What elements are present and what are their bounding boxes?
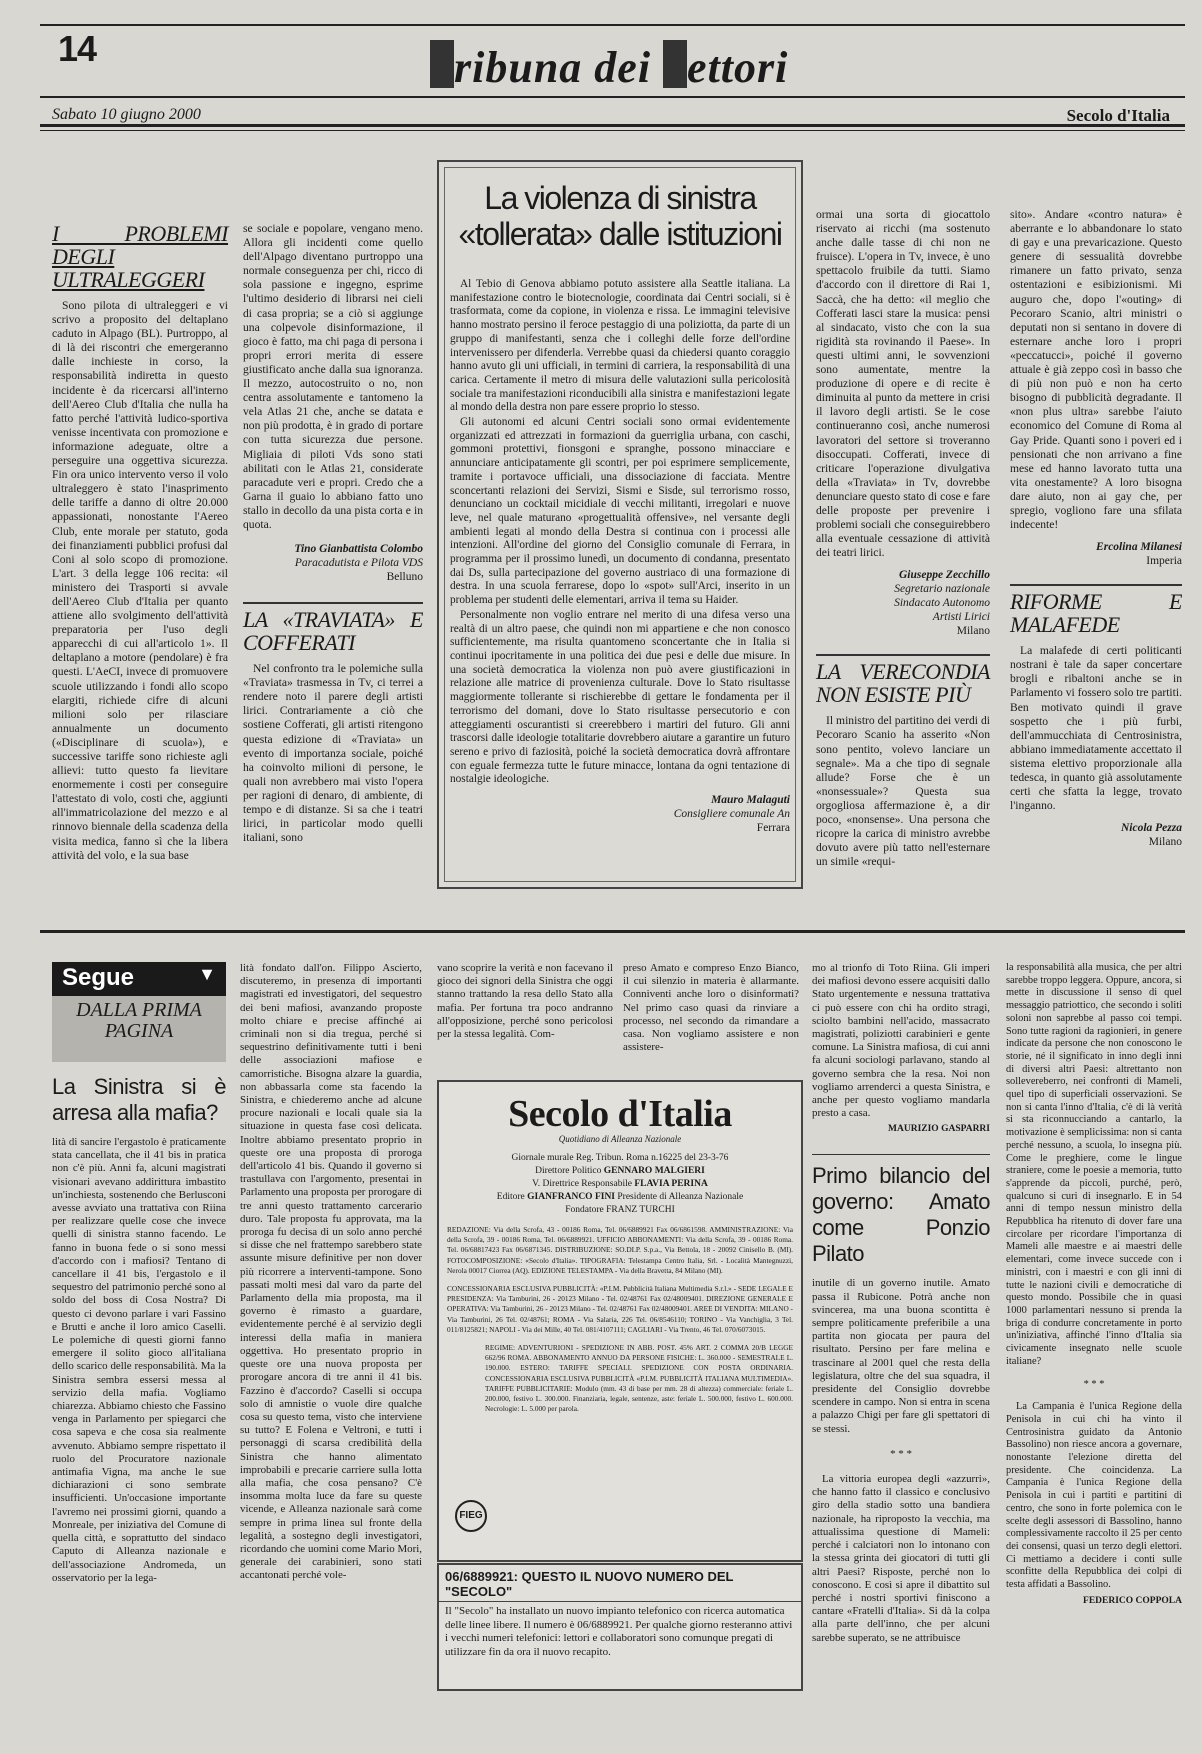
editor-name: GIANFRANCO FINI <box>527 1192 615 1202</box>
signature-city: Milano <box>956 625 990 638</box>
letter-body-ultraleggeri: Sono pilota di ultraleggeri e vi scrivo a proposito del deltaplano caduto in Alpago (BL). Purtroppo, al di là dei riscontri che emergeranno dalle inchieste in corso, la responsabilità indiretta in questo incidente è da ricercarsi all'interno dell'Aereo Club d'Italia che nulla ha fatto perché l'attività ludico-sportiva venisse incentivata con promozione e informazione adeguate, oltre a perseguire una oggettiva sicurezza. Fin ora unico intervento verso il volo ultraleggero è stato l'inasprimento delle tariffe a danno di oltre 20.000 appassionati, nonostante l'Aereo Club, ente morale per statuto, goda dei finanziamenti pubblici profusi dal Coni al solo scopo di promozione. L'art. 3 della legge 106 recita: «il ministero dei Trasporti si avvale dell'Aereo Club d'Italia per quanto attiene allo svolgimento dell'attività preparatoria per l'uso degli apparecchi di cui all'articolo 1». Il deltaplano a motore (pendolare) è fra questi. L'AeCI, invece di promuovere scuole utilizzando i fondi allo scopo elargiti, richiede cifre di alcuni milioni solo per rilasciare annualmente un documento («Disciplinare di scuola»), e successive tariffe sono richieste agli allievi: tutto questo fa lievitare enormemente i costi per conseguire l'attestato di volo, costi che, aggiunti all'immatricolazione del mezzo e al rinnovo biennale della scadenza della visita medica, fanno sì che la libera attività del volo, e la sua base <box>52 299 228 862</box>
bottom-column-5 <box>812 962 990 1647</box>
signature-name: Mauro Malaguti <box>711 794 790 807</box>
signature-city: Ferrara <box>756 822 790 835</box>
masthead-initial-block-l <box>663 40 687 88</box>
letter-body-traviata: Nel confronto tra le polemiche sulla «Traviata» trasmessa in Tv, ci terrei a rendere noto il parere degli artisti lirici. Contrariamente a ciò che sostiene Cofferati, gli artisti ritengono questa edizione di «Traviata» un evento di importanza sociale, poiché ha coinvolto milioni di persone, le quali non avrebbero mai visto l'opera per ragioni di denaro, di ambiente, di tempo e di distanze. Si sa che i teatri lirici, in particolar modo quelli italiani, sono <box>243 662 423 845</box>
feature-paragraph: Al Tebio di Genova abbiamo potuto assistere alla Seattle italiana. La manifestazione contro le biotecnologie, coordinata dai Centri sociali, si è trasformata, come da copione, in violenza e rissa. Le immagini televisive hanno mostrato persino il feroce pestaggio di una poliziotta, da parte di un gruppo di manifestanti, senza che i colleghi delle forze dell'ordine intervenissero per difenderla. Verrebbe quasi da chiedersi quanto coraggio hanno avuto gli uni ufficiali, in termini di carriera, la responsabilità di una carica. Certamente il metro di misura delle valutazioni sulla pericolosità sociale tra manifestazioni riconducibili alla sinistra e manifestazioni legate al mondo della destra non pare essere proprio lo stesso. <box>450 278 790 414</box>
signature-name: Nicola Pezza <box>1120 822 1182 835</box>
fine-print: REDAZIONE: Via della Scrofa, 43 - 00186 Roma, Tel. 06/6889921 Fax 06/6861598. AMMINISTRAZIONE: Via della Scrofa, 39 - 00186 Roma, Tel. 06/6889921. UFFICIO ABBONAMENTI: Via della Scrofa, 39 - 00186 Roma. Tel. 06/68817423 Fax 06/6871345. DISTRIBUZIONE: SO.DI.P. S.p.a., Via Bettola, 18 - 20092 Cinisello B. (MI). FOTOCOMPOSIZIONE: «Secolo d'Italia». TIPOGRAFIA: Telestampa Centro Italia, Srl. - Località Mantegnuzzi, Nerola 00017 Ciorrea (AQ). EDIZIONE TELESTAMPA - Via della Bravetta, 84 Milano (MI). <box>447 1225 793 1275</box>
article-body: inutile di un governo inutile. Amato passa il Rubicone. Potrà anche non svincerea, ma una buona scontitta è sempre politicamente preferibile a una partita non giocata per paura del risultato. Persino per fare melina e trascinare al 2001 quel che resta della legislatura, oltre che del sua squadra, il presidente del Consiglio dovrebbe scendere in campo. Non si entra in scena a palazzo Chigi per fare gli spettatori di se stessi. <box>812 1277 990 1435</box>
fine-print: REGIME: ADVENTURIONI - SPEDIZIONE IN ABB. POST. 45% ART. 2 COMMA 20/B LEGGE 662/96 ROMA. ABBONAMENTO ANNUO DA PERSONE FISICHE: L. 360.000 - SEMESTRALE L. 190.000. ESTERO: TARIFFE SPECIALI. SPEDIZIONE CON POSTA ORDINARIA. CONCESSIONARIA ESCLUSIVA PUBBLICITÀ «P.I.M. PUBBLICITÀ ITALIANA MULTIMEDIA». TARIFFE PUBBLICITARIE: Modulo (mm. 43 di base per mm. 28 di altezza) commerciale: feriale L. 200.000, festivo L. 300.000. Finanziaria, legale, sentenze, aste: feriale L. 500.000, festivo L. 600.000. Necrologie: L. 5.000 per parola. <box>485 1343 793 1414</box>
segue-box <box>52 962 226 1062</box>
section-masthead <box>430 40 788 93</box>
article-heading-primo-bilancio: Primo bilancio del governo: Amato come Ponzio Pilato <box>812 1154 990 1267</box>
issue-date: Sabato 10 giugno 2000 <box>52 106 201 123</box>
bottom-column-3 <box>437 962 613 1043</box>
letter-body-ultraleggeri-cont: se sociale e popolare, vengano meno. Allora gli incidenti come quello dell'Alpago diventano purtroppo una normale conseguenza per chi, ricco di sola passione e ingegno, esprime l'ultimo desiderio di librarsi nei cieli di casa propria; se a ciò si aggiunge una colpevole disinformazione, il gioco è fatto, ma chi paga di persona i propri errori merita di essere giustificato anche dalla sua ignoranza. Il mezzo, autocostruito o no, non centra assolutamente e tantomeno la vela Atlas 21 che, anche se datata e non più prodotta, è in grado di portare con tutta sicurezza due persone. Migliaia di piloti Vds sono stati abilitati con le Atlas 21, considerate paracadute veri e propri. Credo che a Garna il guaio lo abbiano fatto uno stallo in decollo da una pista corta e in quota. <box>243 222 423 531</box>
masthead-rule <box>40 96 1185 98</box>
signature-pezza <box>1010 821 1182 849</box>
article-body: La vittoria europea degli «azzurri», che hanno fatto il classico e conclusivo giro della stadio sotto una bandiera nazionale, ha riproposto la vecchia, ma attualissima questione di Mameli: perché i calciatori non lo intonano con la stessa grinta dei giocatori di tutti gli altri Paesi? Risposte, perché non lo conoscono. E così si apre il dibattito sul perché i nostri sportivi finiscono a cantare «Fratelli d'Italia». Si dà la colpa alla parte dell'inno, che per alcuni sarebbe superato, se ne attribuisce <box>812 1473 990 1644</box>
letter-heading-verecondia: LA VERECONDIA NON ESISTE PIÙ <box>816 654 990 706</box>
top-rule <box>40 24 1185 26</box>
editor-label: Editore <box>496 1192 525 1202</box>
article-body: La Campania è l'unica Regione della Penisola in cui chi ha vinto il Centrosinistra guidato da Antonio Bassolino) non riesce ancora a governare, nonostante l'elezione diretta del presidente. Che coincidenza. La Campania è l'unica Regione della Penisola in cui i partiti e partitini di centro, che sono in forte polemica con le scelte degli assessori di Bassolino, hanno complessivamente raccolto il 25 per cento dei consensi, quasi un terzo degli elettori. Ci mettiamo a decidere i conti sulle sconfitte della Repubblica dei colpi di testa affidati a Bassolino. <box>1006 1401 1182 1591</box>
segue-subtitle: DALLA PRIMA PAGINA <box>76 999 202 1042</box>
article-body: lità fondato dall'on. Filippo Ascierto, discuteremo, in presenza di importanti magistrati ed investigatori, del sequestro dei beni mafiosi, avanzando proposte molto chiare e precise affinché ai criminali non si dia tregua, perché si sequestrino definitivamente tutti i beni delle associazioni mafiose e camorristiche. Bisogna alzare la guardia, non abbassarla come sta facendo la Sinistra, e chiederemo anche ad alcune procure nazionali e locali quale sia la situazione in questa fase così delicata. Inoltre abbiamo presentato proprio in queste ore una proposta di proroga dell'articolo 41 bis. Quando il governo si trastullava con l'argomento, presentai in Parlamento una proposta per prorogare di tre anni questo trattamento carcerario duro. Tale proposta fu approvata, ma la proroga fu decisa di un solo anno perché si disse che nel frattempo sarebbero state assunte misure definitive per non dover più ricorrere a interventi-tampone. Sono passati molti mesi dal varo da parte del Parlamento della mia proposta, ma il governo è rimasto a guardare, evidentemente perché è al servizio degli interessi della mafia in maniera oggettiva. Ho presentato proprio in queste ore una nuova proposta per prorogare ancora di tre anni il 41 bis. Fazzino è d'accordo? Caselli si occupa solo di amnistie o vuole dire qualche cosa su questo tema, visto che interviene su tutto? E Folena e Veltroni, e tutti i personaggi di scarsa credibilità della Sinistra che hanno alimentato improbabili e precarie carriere sulla lotta alla mafia, che cosa pensano? C'è insomma molta luce da fare su queste vicende, e Alleanza nazionale sarà come sempre in prima linea sul fronte della legalità, a sostegno degli investigatori, ricordando che uomini come Mario Mori, generale dei carabinieri, sono stati accantonati perché vole- <box>240 962 422 1582</box>
article-body: lità di sancire l'ergastolo è praticamente stata cancellata, che il 41 bis in pratica non c'è più. Anni fa, alcuni magistrati visionari avevano addirittura imbastito un'inchiesta, sostenendo che Berlusconi avesse avviato una trattativa con Riina per realizzare quelle cose che invece quelli di sinistra stanno facendo. Le fanno in buona fede o si sono messi d'accordo con i mafiosi? Tentano di cancellare il 41 bis, l'ergastolo e il sequestro del patrimonio perché sono al soldo del boss di Cosa Nostra? Di questo ci devono parlare i vari Fassino e Brutti e anche il loro amico Caselli. Le polemiche di questi giorni fanno emergere il solito gioco all'italiana dello scarico delle responsabilità. Ma la Sinistra sembra essersi messa al servizio della mafia. Vogliamo chiarezza. Abbiamo chiesto che Fassino venga in Parlamento per spiegarci che cosa sapeva e che cosa sia realmente avvenuto. Abbiamo sempre rispettato il ruolo del Procuratore nazionale antimafia Vigna, ma anche le sue dichiarazioni ci sono sembrate insufficienti. Un'occasione importante l'avremo nei prossimi giorni, quando a Monreale, per iniziativa del Comune di quella città, e soprattutto del sindaco Caputo di Alleanza nazionale e dell'associazione Andromeda, un osservatorio per la lega- <box>52 1136 226 1584</box>
editor-role: Presidente di Alleanza Nazionale <box>617 1192 744 1202</box>
signature-role: Sindacato Autonomo <box>894 597 990 610</box>
masthead-initial-block-t <box>430 40 454 88</box>
bottom-column-1 <box>52 1074 226 1587</box>
article-body: preso Amato e compreso Enzo Bianco, il cui silenzio in materia è allarmante. Conniventi anche loro o disinformati? Nel primo caso quasi da rinviare a processo, nel secondo da rimandare a casa. Non vogliamo assistere e non assistere- <box>623 962 799 1054</box>
signature-coppola: FEDERICO COPPOLA <box>1083 1595 1182 1606</box>
letter-column-4 <box>816 208 990 871</box>
bottom-column-2 <box>240 962 422 1585</box>
section-stars: * * * <box>1083 1378 1105 1390</box>
bottom-column-6 <box>1006 962 1182 1608</box>
date-rule-2 <box>40 130 1185 131</box>
letter-body-riforme: La malafede di certi politicanti nostrani è tale da saper concertare brogli e ribaltoni anche se in Parlamento vi fossero solo tre partiti. Ben motivato quindi il grave sospetto che i più furbi, dell'ammucchiata di Centrosinistra, abbiano immediatamente accettato il sistema elettivo proporzionale alla tedesca, in quanto già assolutamente certi che sfatta la legge, trovato l'inganno. <box>1010 644 1182 813</box>
letter-heading-ultraleggeri: I PROBLEMI DEGLI ULTRALEGGERI <box>52 221 228 292</box>
fine-print: CONCESSIONARIA ESCLUSIVA PUBBLICITÀ: «P.I.M. Pubblicità Italiana Multimedia S.r.l.» - SEDE LEGALE E PRESIDENZA: Via Tamburini, 26 - 20123 Milano - Tel. 02/48761 Fax 02/48009401. DIREZIONE GENERALE E OPERATIVA: Via Tamburini, 26 - 20123 Milano - Tel. 02/48761 Fax 02/48009401. AREE DI VENDITA: MILANO - Via Tamburini, 26 Tel. 02/48761; ROMA - Via Salaria, 226 Tel. 06/8546110; TORINO - Via Vanchiglia, 3 Tel. 011/8125821; NAPOLI - Via dei Mille, 40 Tel. 081/4107111; CAGLIARI - Via Trento, 46 Tel. 070/6073015. <box>447 1284 793 1334</box>
article-body: la responsabilità alla musica, che per altri sarebbe troppo leggera. Oppure, ancora, si mette in discussione il senso di quel messaggio patriottico, che secondo i soliti soloni non saprebbe al passo coi tempi. Sono tutte ragioni da ragionieri, in genere indicate da persone che non conoscono le storie, né il significato in inno degli inni di diversi altri Paesi: altrettanto non sollevereberro, nei confronti di Mameli, quel tipo di superficiali osservazioni. Se non si canta l'inno d'Italia, c'è di là verità si sta riconnucciando a cantarlo, la motivazione è semplicissima: non si canta perché nessuno, a scuola, lo insegna più. Come le preghiere, come le lingue straniere, come le poesie a memoria, tutto s'apprende da piccoli, purché, però, qualcuno si curi di insegnarlo. E in 54 anni di tempo nessun ministro della Repubblica ha ritenuto di dover fare una circolare per ricordare l'importanza di Mameli alle maestre e ai maestri delle elementari, come invece succede con i ministri, con i maestri e con gli inni di tutte le nazioni civili e democratiche di questo mondo. Possibile che in quasi 1000 parlamentari nessuno si prenda la briga di condurre concretamente in porto un'iniziativa, affinché l'inno d'Italia sia civicamente insegnato nelle scuole italiane? <box>1006 962 1182 1367</box>
signature-role: Segretario nazionale <box>894 583 990 596</box>
feature-body <box>450 278 790 835</box>
signature-zecchillo <box>816 568 990 638</box>
director-line <box>439 1165 801 1178</box>
feature-paragraph: Gli autonomi ed alcuni Centri sociali sono ormai evidentemente organizzati ed attrezzati in formazioni da guerriglia urbana, con caschi, gommoni protettivi, fionsgoni e spranghe, possono minacciare e annunciare anticipatamente gli scontri, per poi esprimere semplicemente, tramite i portavoce ufficiali, una dissociazione di facciata. Mentre sconcertanti relazioni dei Servizi, Sismi e Sisde, sul terrorismo rosso, denunciano un cocktail micidiale di vecchi militanti, irregolari e nuove leve, nel quale maturano «progettualità offensive», nel versante degli ambienti legati al mondo della Destra si continua con i processi alle intenzioni. All'ordine del giorno del Consiglio comunale di Ferrara, in programma per il prossimo lunedì, un documento di condanna, presentato dai Ds, sulla partecipazione del governo austriaco di una formazione di destra. In una scuola ferrarese, dopo lo «spot» sull'Arci, inserito in un problema per studenti delle elementari, arriva il tema su Haider. <box>450 416 790 607</box>
masthead-ad-box <box>437 1080 803 1562</box>
phone-notice-body: Il "Secolo" ha installato un nuovo impianto telefonico con ricerca automatica delle linee libere. Il numero è 06/6889921. Per qualche giorno resteranno attivi i vecchi numeri telefonici: lettori e collaboratori sono comunque pregati di utilizzare fin da ora il nuovo recapito. <box>445 1605 793 1658</box>
phone-notice-box <box>437 1563 803 1691</box>
secolo-tagline: Quotidiano di Alleanza Nazionale <box>558 1134 682 1144</box>
signature-colombo <box>243 542 423 584</box>
section-stars: * * * <box>890 1447 912 1460</box>
vice-director-name: FLAVIA PERINA <box>634 1179 708 1189</box>
segue-label: Segue <box>62 964 135 991</box>
letter-column-5 <box>1010 208 1182 849</box>
letter-body-verecondia-cont: sito». Andare «contro natura» è aberrante e lo abbandonare lo stato di gay e una prevaricazione. Questo genere di sessualità dovrebbe rimanere un fatto privato, senza ostentazioni e esibizionismi. Mi auguro che, dopo l'«outing» di Pecoraro Scanio, altri ministri o deputati non si sentano in dovere di esternare anche loro i propri «peccatucci», poiché il governo attuale è già zeppo così in basso che di più non può e non ha certo bisogno di pubblicità degradante. Il «non plus ultra» sarebbe l'aiuto economico del Comune di Roma al Gay Pride. Quanti sono i poveri ed i pensionati che non arrivano a fine mese ed hanno lavorato tutta una vita onestamente? A loro bisogna dare aiuto, non ai gay che, per spregio, vogliono fare una sfilata indecente! <box>1010 208 1182 532</box>
feature-article-box <box>437 160 803 889</box>
article-body: vano scoprire la verità e non facevano il gioco dei signori della Sinistra che oggi stanno trattando la resa dello Stato alla mafia. Per fortuna tra poco andranno all'opposizione, perché sono pericolosi per la stessa legalità. Com- <box>437 962 613 1041</box>
signature-city: Milano <box>1148 836 1182 849</box>
letter-body-verecondia: Il ministro del partitino dei verdi di Pecoraro Scanio ha asserito «Non sono pentito, volevo lanciare un segnale». Ma a che tipo di segnale allude? Forse che è un «nonsessuale»? Questa sua orgogliosa affermazione è, a dir poco, «nonsense». Una persona che ricopre la carica di ministro avrebbe dovuto avere più tatto nell'esternare un simile «requi- <box>816 714 990 869</box>
segue-bar <box>52 962 226 996</box>
secolo-logo: Secolo d'Italia <box>508 1093 732 1135</box>
signature-city: Belluno <box>386 571 423 584</box>
publisher-info <box>439 1152 801 1217</box>
date-rule <box>40 124 1185 127</box>
bottom-column-4 <box>623 962 799 1056</box>
feature-paragraph: Personalmente non voglio entrare nel merito di una difesa verso una realtà di un altro paese, che quindi non mi appartiene e che non conosco sufficientemente, ma risulta quantomeno sconcertante che in Italia si continui ipocritamente in una politica dei due pesi e delle due misure. In una società democratica la violenza non può avere giustificazioni in relazione alle matrice di provenienza culturale. Dove lo Stato risultasse maggiormente tollerante si rischierebbe di gettare le fondamenta per il terrorismo del domani, dove lo Stato risultasse persecutorio e con atteggiamenti oscurantisti si creerebbero i martiri del futuro. Gli anni trascorsi dalle ideologie totalitarie dovrebbero aiutare a garantire un futuro sereno e privo di faziosità, poiché la società democratica dovrà affrontare con eguale fermezza tutte le future minacce, lontana da ogni tentazione di nostalgie ideologiche. <box>450 608 790 786</box>
signature-name: Ercolina Milanesi <box>1096 541 1182 554</box>
vice-director-label: V. Direttrice Responsabile <box>532 1179 632 1189</box>
masthead-text: ribuna dei ettori <box>454 43 788 92</box>
signature-role: Consigliere comunale An <box>673 808 790 821</box>
paper-name: Secolo d'Italia <box>1066 106 1170 125</box>
registration: Giornale murale Reg. Tribun. Roma n.16225 del 23-3-76 <box>511 1153 729 1163</box>
signature-city: Imperia <box>1146 555 1182 568</box>
page-number: 14 <box>58 28 97 69</box>
chevron-down-icon: ▼ <box>198 964 216 984</box>
signature-name: Tino Gianbattista Colombo <box>294 543 423 556</box>
mid-page-rule <box>40 930 1185 933</box>
vice-director-line <box>439 1178 801 1191</box>
director-label: Direttore Politico <box>535 1166 602 1176</box>
signature-role: Artisti Lirici <box>932 611 990 624</box>
fieg-logo-icon: FIEG <box>455 1500 487 1532</box>
letter-body-traviata-cont: ormai una sorta di giocattolo riservato ai ricchi (ma sostenuto anche dalle tasse di chi non ne fruisce). L'opera in Tv, invece, è uno spettacolo fruibile da tutti. Siamo d'accordo con il direttore di Rai 1, Saccà, che ha detto: «il meglio che Cofferati lasci stare la musica: pensi al sindacato, visto che con la sua rigidità sta rovinando il Paese». In questi ultimi anni, le sovvenzioni sono aumentate, mentre la produzione di opere e di recite è diminuita al punto da mettere in crisi il lavoro degli artisti. Se le cose continueranno così, anche numerosi lavoratori del settore si troveranno disoccupati. Cofferati, invece di criticare l'operazione divulgativa della «Traviata» in Tv, dovrebbe denunciare questo stato di cose e fare delle proposte per prevenire i problemi sociali che conseguirebbero alla eventuale cessazione di attività dei teatri lirici. <box>816 208 990 560</box>
letter-heading-traviata: LA «TRAVIATA» E COFFERATI <box>243 602 423 654</box>
feature-title: La violenza di sinistra «tollerata» dalle istituzioni <box>458 180 782 252</box>
letter-column-1 <box>52 222 228 865</box>
phone-notice-title: 06/6889921: QUESTO IL NUOVO NUMERO DEL "SECOLO" <box>439 1565 801 1602</box>
article-heading-sinistra-mafia: La Sinistra si è arresa alla mafia? <box>52 1074 226 1125</box>
letter-column-2 <box>243 222 423 847</box>
signature-name: Giuseppe Zecchillo <box>898 569 990 582</box>
signature-milanesi <box>1010 540 1182 568</box>
director-name: GENNARO MALGIERI <box>603 1166 705 1176</box>
signature-malaguti <box>450 793 790 835</box>
signature-gasparri: MAURIZIO GASPARRI <box>888 1124 990 1135</box>
founder-line: Fondatore FRANZ TURCHI <box>565 1205 675 1215</box>
signature-role: Paracadutista e Pilota VDS <box>294 557 423 570</box>
article-body: mo al trionfo di Toto Riina. Gli imperi dei mafiosi devono essere acquisiti dallo Stato urgentemente e nessuna trattativa ci può essere con chi ha ordito stragi, sciolto bambini nell'acido, massacrato magistrati, poliziotti carabinieri e gente comune. La Sinistra mafiosa, di cui anni fa alcuni sociologi parlavano, stando al governo sembra che la resa. Noi non vogliamo arrenderci a questa Sinistra, e anche per questo vogliamo mandarla presto a casa. <box>812 962 990 1120</box>
editor-line <box>439 1191 801 1204</box>
letter-heading-riforme: RIFORME E MALAFEDE <box>1010 584 1182 636</box>
